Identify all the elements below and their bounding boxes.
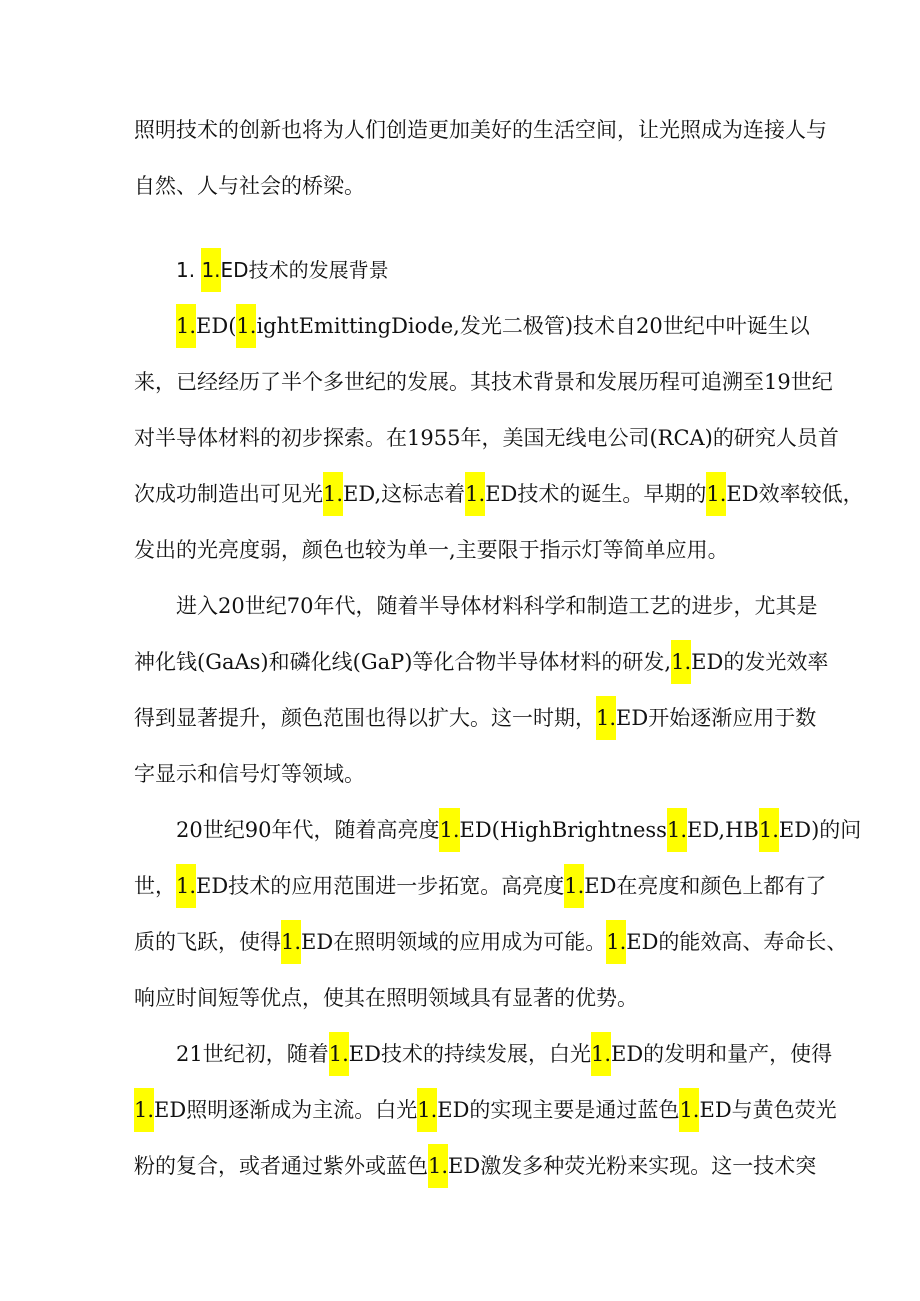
highlighted-text: 1.: [329, 1032, 349, 1076]
text-run: ED在亮度和颜色上都有了: [584, 874, 827, 898]
highlighted-text: 1.: [417, 1088, 437, 1132]
highlighted-text: 1.: [667, 808, 687, 852]
text-line: [134, 522, 920, 578]
highlighted-text: 1.: [606, 920, 626, 964]
text-line: [176, 1026, 920, 1082]
text-run: 对半导体材料的初步探索。在1955年，美国无线电公司(RCA)的研究人员首: [134, 426, 839, 450]
text-run: ED与黄色荧光: [699, 1098, 837, 1122]
text-run: 自然、人与社会的桥梁。: [134, 174, 365, 198]
text-line: [134, 690, 920, 746]
text-run: ED的能效高、寿命长、: [626, 930, 848, 954]
highlighted-text: 1.: [323, 472, 343, 516]
highlighted-text: 1.: [439, 808, 459, 852]
text-line: [176, 802, 920, 858]
text-run: ED,HB: [687, 818, 759, 842]
text-run: ED)的问: [778, 818, 862, 842]
text-run: ED激发多种荧光粉来实现。这一技术突: [448, 1154, 817, 1178]
text-run: 来，已经经历了半个多世纪的发展。其技术背景和发展历程可追溯至19世纪: [134, 370, 833, 394]
text-run: 照明技术的创新也将为人们创造更加美好的生活空间，让光照成为连接人与: [134, 118, 827, 142]
text-run: 次成功制造出可见光: [134, 482, 323, 506]
highlighted-text: 1.: [176, 864, 196, 908]
text-line: [134, 102, 920, 158]
text-run: 20世纪90年代，随着高亮度: [176, 818, 440, 842]
text-run: 发出的光亮度弱，颜色也较为单一,主要限于指示灯等简单应用。: [134, 538, 729, 562]
text-line: [134, 410, 920, 466]
text-line: [134, 158, 920, 214]
text-run: ED技术的应用范围进一步拓宽。高亮度: [196, 874, 565, 898]
text-run: ED的实现主要是通过蓝色: [437, 1098, 680, 1122]
highlighted-text: 1.: [281, 920, 301, 964]
text-run: ED技术的持续发展，白光: [348, 1042, 591, 1066]
text-run: 得到显著提升，颜色范围也得以扩大。这一时期，: [134, 706, 596, 730]
highlighted-text: 1.: [759, 808, 779, 852]
text-line: [134, 914, 920, 970]
text-run: 字显示和信号灯等领域。: [134, 762, 365, 786]
text-run: ED技术的发展背景: [220, 258, 389, 282]
text-run: ED(: [196, 314, 237, 338]
text-run: 神化钱(GaAs)和磷化线(GaP)等化合物半导体材料的研发,: [134, 650, 672, 674]
text-run: ED,这标志着: [343, 482, 466, 506]
text-line: [134, 1082, 920, 1138]
highlighted-text: 1.: [564, 864, 584, 908]
text-run: ED照明逐渐成为主流。白光: [154, 1098, 418, 1122]
section-heading: [176, 242, 920, 298]
text-line: [134, 746, 920, 802]
text-line: [176, 578, 920, 634]
highlighted-text: 1.: [201, 248, 220, 292]
text-run: ED的发明和量产，使得: [611, 1042, 833, 1066]
text-run: 粉的复合，或者通过紫外或蓝色: [134, 1154, 428, 1178]
highlighted-text: 1.: [679, 1088, 699, 1132]
text-run: ightEmittingDiode,发光二极管)技术自20世纪中叶诞生以: [256, 314, 810, 338]
text-run: 1.: [176, 258, 202, 282]
text-run: 质的飞跃，使得: [134, 930, 281, 954]
text-run: ED在照明领域的应用成为可能。: [301, 930, 607, 954]
text-run: 进入20世纪70年代，随着半导体材料科学和制造工艺的进步，尤其是: [176, 594, 818, 618]
text-line: [176, 298, 920, 354]
highlighted-text: 1.: [596, 696, 616, 740]
highlighted-text: 1.: [591, 1032, 611, 1076]
text-line: [134, 634, 920, 690]
highlighted-text: 1.: [465, 472, 485, 516]
text-run: ED开始逐渐应用于数: [616, 706, 817, 730]
text-run: ED效率较低，: [726, 482, 864, 506]
text-run: 世，: [134, 874, 176, 898]
highlighted-text: 1.: [671, 640, 691, 684]
highlighted-text: 1.: [176, 304, 196, 348]
text-line: [134, 858, 920, 914]
text-line: [134, 354, 920, 410]
text-run: 21世纪初，随着: [176, 1042, 329, 1066]
text-run: ED(HighBrightness: [459, 818, 667, 842]
text-line: [134, 970, 920, 1026]
highlighted-text: 1.: [134, 1088, 154, 1132]
text-run: ED技术的诞生。早期的: [485, 482, 707, 506]
highlighted-text: 1.: [236, 304, 256, 348]
text-run: ED的发光效率: [691, 650, 829, 674]
highlighted-text: 1.: [706, 472, 726, 516]
text-line: [134, 466, 920, 522]
highlighted-text: 1.: [428, 1144, 448, 1188]
text-line: [134, 1138, 920, 1194]
text-run: 响应时间短等优点，使其在照明领域具有显著的优势。: [134, 986, 638, 1010]
